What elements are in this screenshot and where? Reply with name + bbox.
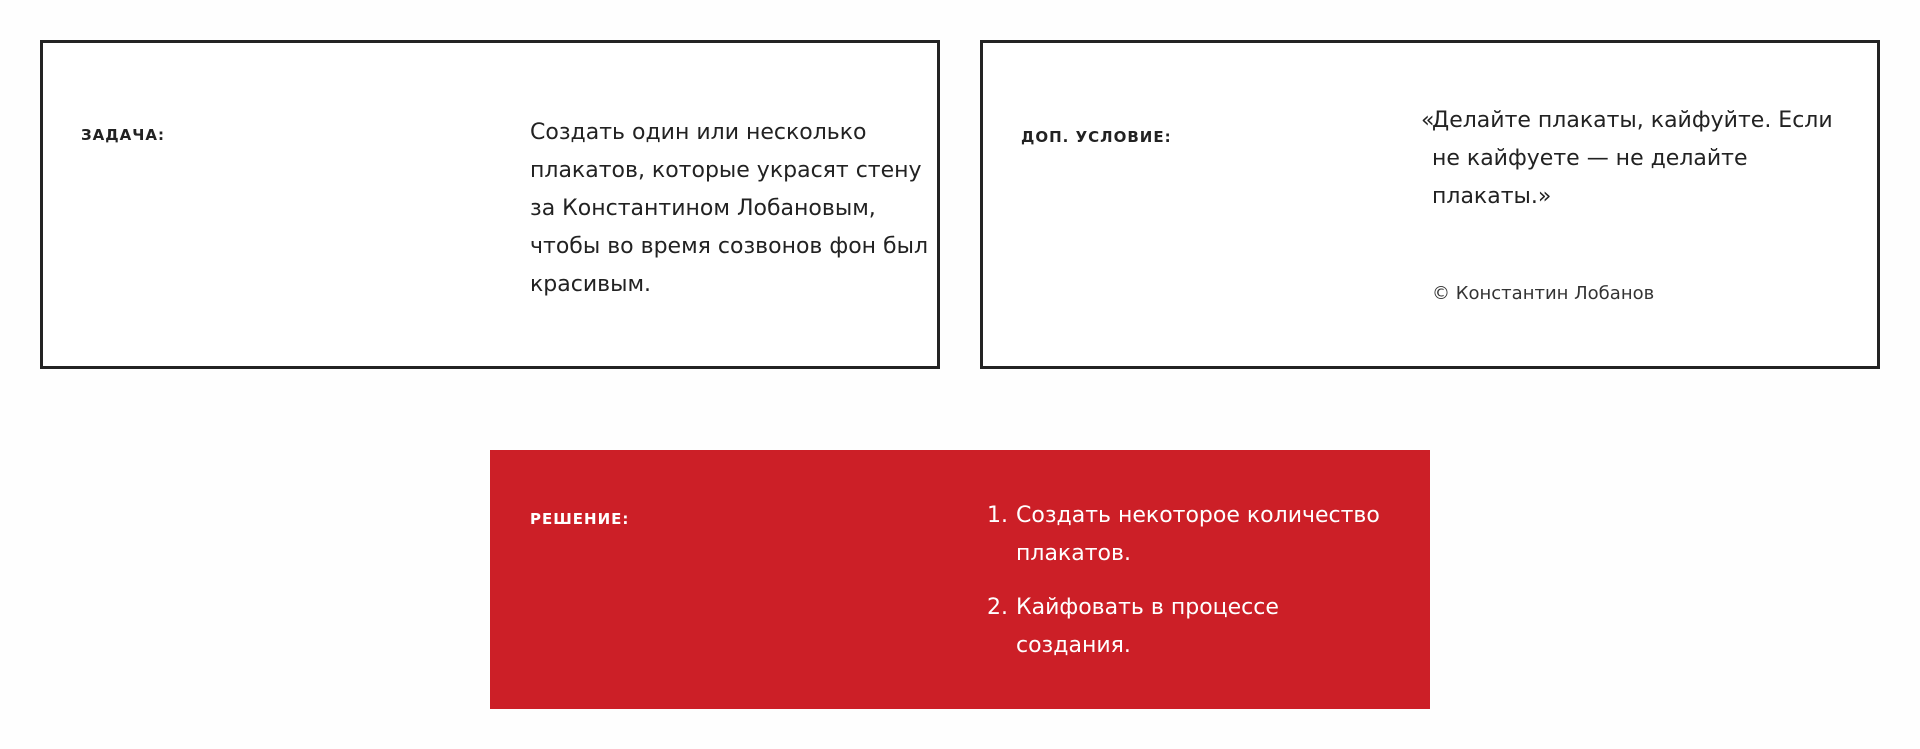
quote-author: © Константин Лобанов [1432, 283, 1655, 304]
condition-quote: Делайте плакаты, кайфуйте. Если не кайфуете — не делайте плакаты.» [1432, 108, 1833, 209]
solution-item-text: Кайфовать в процессе создания. [1016, 595, 1279, 658]
solution-label: РЕШЕНИЕ: [530, 510, 630, 528]
condition-label: ДОП. УСЛОВИЕ: [1021, 128, 1172, 146]
task-label: ЗАДАЧА: [81, 126, 165, 144]
solution-card [490, 450, 1430, 709]
task-description: Создать один или несколько плакатов, которые украсят стену за Константином Лобановым, чтобы во время созвонов фон был красивым. [530, 120, 929, 297]
solution-item [987, 589, 1387, 665]
solution-item-text: Создать некоторое количество плакатов. [1016, 503, 1380, 566]
condition-card [980, 40, 1880, 369]
solution-item-number: 2. [987, 595, 1008, 620]
task-card [40, 40, 940, 369]
quote-open-mark: « [1421, 108, 1435, 133]
solution-item [987, 497, 1387, 573]
solution-item-number: 1. [987, 503, 1008, 528]
solution-list [987, 497, 1387, 681]
